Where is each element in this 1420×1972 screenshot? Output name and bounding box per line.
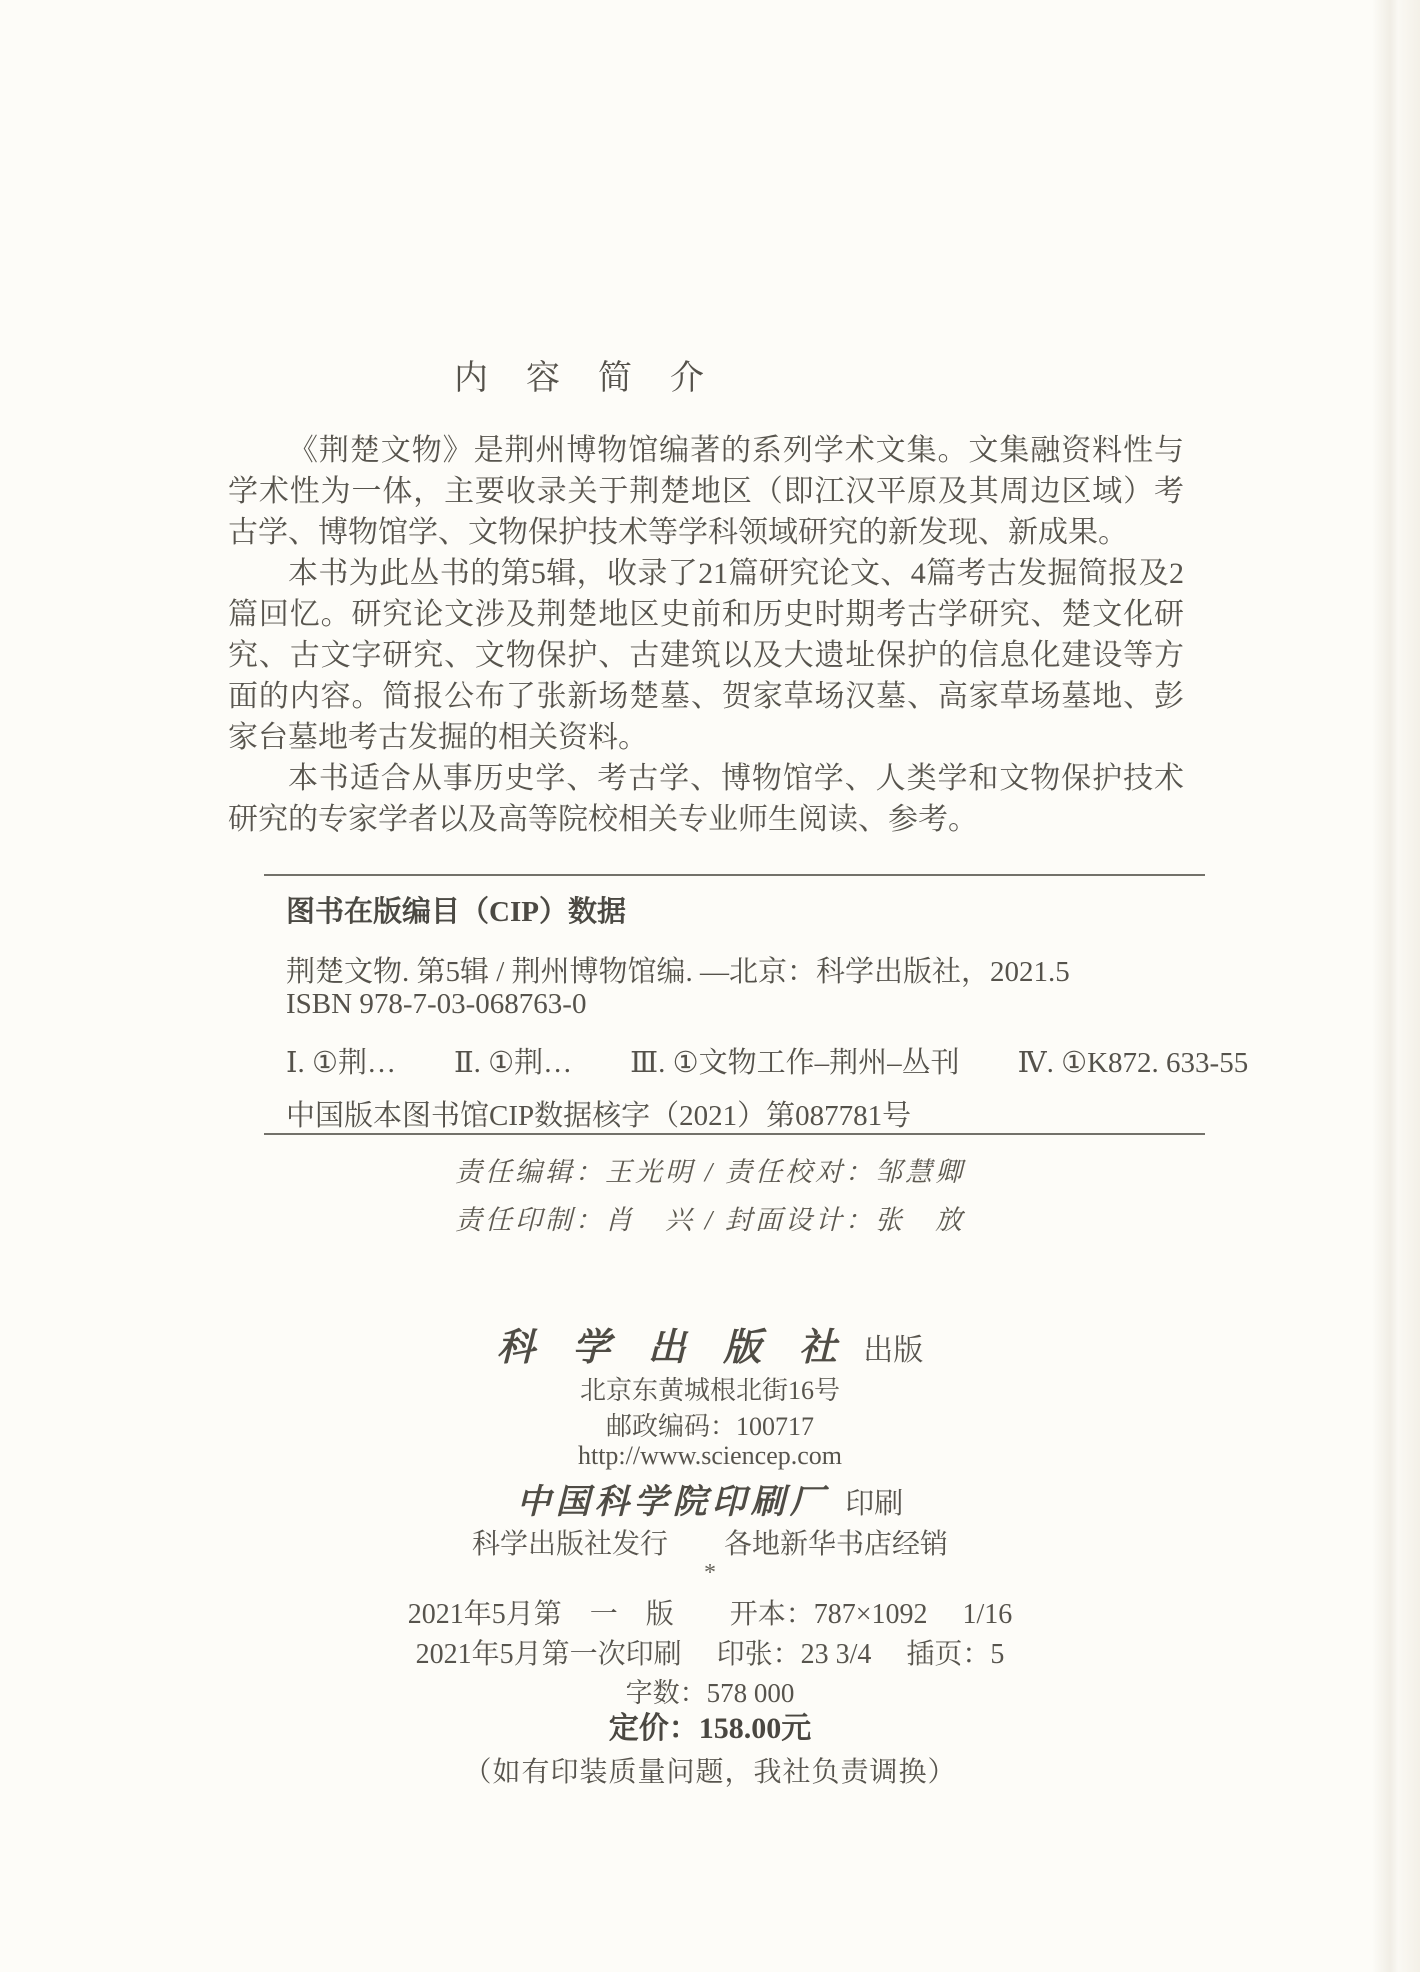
publisher-address: 北京东黄城根北街16号 [579, 1376, 840, 1405]
price-label: 定价： [608, 1712, 699, 1745]
separator-asterisk: * [704, 1560, 716, 1586]
publisher-website: http://www.sciencep.com [577, 1441, 843, 1470]
price-value: 158.00 [698, 1712, 782, 1745]
wordcount-line: 字数：578 000 [625, 1678, 795, 1708]
cip-box-bottom-rule [264, 1133, 1205, 1135]
cip-isbn: ISBN 978-7-03-068763-0 [286, 988, 587, 1020]
price-line [0, 1703, 1420, 1747]
cip-record-number: 中国版本图书馆CIP数据核字（2021）第087781号 [286, 1100, 912, 1132]
cip-classification: Ⅰ. ①荆… Ⅱ. ①荆… Ⅲ. ①文物工作–荆州–丛刊 Ⅳ. ①K872. 633-55 [286, 1047, 1249, 1079]
distribution-line: 科学出版社发行 各地新华书店经销 [471, 1529, 948, 1560]
printer-logotype: 中国科学院印刷厂 [516, 1484, 829, 1521]
publisher-line [0, 1316, 1420, 1371]
credit-design-line: 责任印制：肖 兴 / 封面设计：张 放 [454, 1205, 965, 1235]
printer-suffix: 印刷 [845, 1488, 904, 1520]
quality-notice: （如有印装质量问题，我社负责调换） [463, 1757, 957, 1788]
intro-paragraphs [228, 430, 1184, 840]
cip-entry-line: 荆楚文物. 第5辑 / 荆州博物馆编. —北京：科学出版社，2021.5 [286, 956, 1070, 988]
printer-line [0, 1474, 1420, 1523]
credit-editor-line: 责任编辑：王光明 / 责任校对：邹慧卿 [454, 1157, 965, 1187]
intro-paragraph-1: 《荆楚文物》是荆州博物馆编著的系列学术文集。文集融资料性与学术性为一体，主要收录关于荆楚地区（即江汉平原及其周边区域）考古学、博物馆学、文物保护技术等学科领域研究的新发现、新成果。 [228, 434, 1184, 549]
price-unit: 元 [781, 1712, 812, 1745]
intro-paragraph-2: 本书为此丛书的第5辑，收录了21篇研究论文、4篇考古发掘简报及2篇回忆。研究论文涉及荆楚地区史前和历史时期考古学研究、楚文化研究、古文字研究、文物保护、古建筑以及大遗址保护的信息化建设等方面的内容。简报公布了张新场楚墓、贺家草场汉墓、高家草场墓地、彭家台墓地考古发掘的相关资料。 [228, 557, 1184, 754]
publisher-logotype: 科 学 出 版 社 [496, 1327, 851, 1369]
edition-format-line: 2021年5月第 一 版 开本：787×1092 1/16 [407, 1599, 1013, 1630]
intro-paragraph-3: 本书适合从事历史学、考古学、博物馆学、人类学和文物保护技术研究的专家学者以及高等院校相关专业师生阅读、参考。 [228, 762, 1184, 836]
publisher-suffix: 出版 [863, 1334, 924, 1367]
cip-heading: 图书在版编目（CIP）数据 [286, 896, 626, 928]
cip-box-top-rule [264, 874, 1205, 876]
page-title: 内 容 简 介 [454, 360, 706, 397]
publisher-postcode: 邮政编码：100717 [605, 1412, 814, 1441]
printing-sheets-line: 2021年5月第一次印刷 印张：23 3/4 插页：5 [415, 1639, 1005, 1670]
